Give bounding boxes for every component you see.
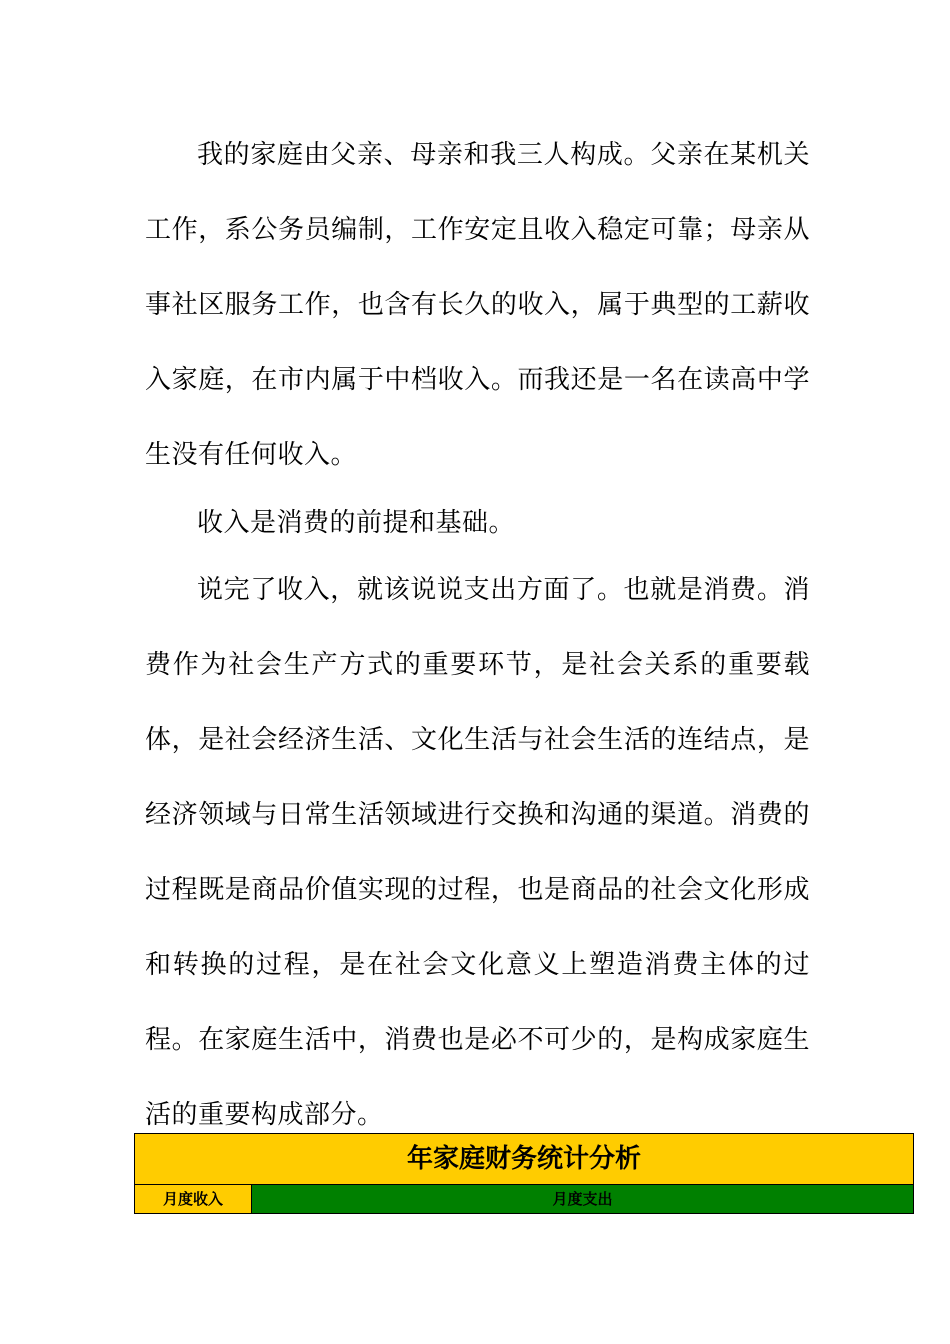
table-header-row [135,1185,913,1213]
header-monthly-income: 月度收入 [135,1185,252,1213]
paragraph-consumption: 说完了收入，就该说说支出方面了。也就是消费。消费作为社会生产方式的重要环节，是社会关系的重要载体，是社会经济生活、文化生活与社会生活的连结点，是经济领域与日常生活领域进行交换和沟通的渠道。消费的过程既是商品价值实现的过程，也是商品的社会文化形成和转换的过程，是在社会文化意义上塑造消费主体的过程。在家庭生活中，消费也是必不可少的，是构成家庭生活的重要构成部分。 [145,575,810,1130]
paragraph-income-basis: 收入是消费的前提和基础。 [197,508,516,538]
paragraph-family: 我的家庭由父亲、母亲和我三人构成。父亲在某机关工作，系公务员编制，工作安定且收入稳定可靠；母亲从事社区服务工作，也含有长久的收入，属于典型的工薪收入家庭，在市内属于中档收入。而我还是一名在读高中学生没有任何收入。 [145,140,810,470]
finance-table [134,1133,914,1214]
document-body [145,118,810,1153]
header-monthly-expense: 月度支出 [252,1185,913,1213]
table-title: 年家庭财务统计分析 [135,1134,913,1185]
